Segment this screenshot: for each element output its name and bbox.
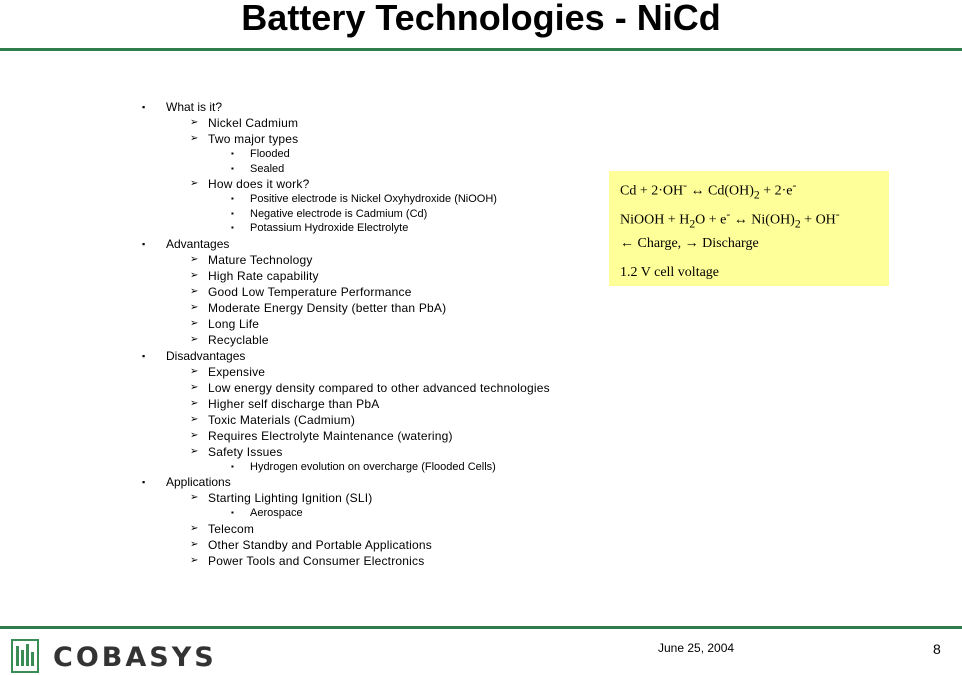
equation-charge-direction: ← Charge, → Discharge: [620, 236, 759, 251]
footer-divider: [0, 626, 962, 629]
outline-item-text: High Rate capability: [208, 268, 319, 283]
small-square-bullet-icon: ▪: [231, 508, 234, 517]
arrowhead-bullet-icon: ➢: [190, 397, 199, 409]
outline-item-level3: [140, 192, 600, 207]
square-bullet-icon: ▪: [142, 238, 146, 249]
arrowhead-bullet-icon: ➢: [190, 117, 199, 128]
small-square-bullet-icon: ▪: [231, 163, 234, 173]
arrowhead-bullet-icon: ➢: [190, 178, 199, 189]
arrowhead-bullet-icon: ➢: [190, 554, 199, 566]
outline-item-text: Mature Technology: [208, 252, 313, 267]
small-square-bullet-icon: ▪: [231, 149, 234, 158]
outline-item-level1: [140, 474, 600, 490]
outline-item-level2: [140, 412, 600, 428]
slide-title: Battery Technologies - NiCd: [241, 0, 721, 38]
outline-item-text: Other Standby and Portable Applications: [208, 537, 432, 552]
arrowhead-bullet-icon: ➢: [190, 133, 199, 144]
arrowhead-bullet-icon: ➢: [190, 301, 199, 313]
small-square-bullet-icon: ▪: [231, 194, 234, 203]
outline-item-level3: [140, 207, 600, 222]
arrowhead-bullet-icon: ➢: [190, 492, 199, 503]
outline-item-level2: [140, 490, 600, 506]
outline-item-text: Starting Lighting Ignition (SLI): [208, 491, 373, 505]
outline-item-text: Hydrogen evolution on overcharge (Flooded Cells): [250, 460, 496, 473]
outline-item-text: Applications: [166, 475, 231, 489]
arrowhead-bullet-icon: ➢: [190, 269, 199, 281]
outline-item-level2: [140, 252, 600, 268]
square-bullet-icon: ▪: [142, 102, 146, 112]
arrowhead-bullet-icon: ➢: [190, 317, 199, 329]
outline-item-level2: [140, 396, 600, 412]
outline-item-text: Two major types: [208, 132, 299, 146]
equation-cell-voltage: 1.2 V cell voltage: [620, 265, 720, 280]
outline-item-text: Power Tools and Consumer Electronics: [208, 553, 425, 568]
square-bullet-icon: ▪: [142, 477, 146, 487]
square-bullet-icon: ▪: [142, 350, 146, 361]
outline-item-level1: [140, 348, 600, 364]
outline-item-text: Safety Issues: [208, 444, 283, 459]
outline-item-text: Telecom: [208, 521, 255, 536]
outline-item-text: Positive electrode is Nickel Oxyhydroxide (NiOOH): [250, 193, 497, 205]
company-logo: [11, 639, 241, 675]
equation-cadmium: Cd + 2·OH- ↔ $Cd(OH)_2 + 2\cdot e^-$: [620, 179, 797, 202]
outline-item-level3: [140, 506, 600, 521]
outline-item-level2: [140, 364, 600, 380]
outline-item-text: Moderate Energy Density (better than PbA): [208, 300, 447, 315]
outline-item-text: Flooded: [250, 148, 290, 160]
outline-item-level2: [140, 521, 600, 537]
outline-item-level2: [140, 131, 600, 147]
outline-item-text: Potassium Hydroxide Electrolyte: [250, 222, 409, 234]
small-square-bullet-icon: ▪: [231, 223, 234, 232]
outline-item-level2: [140, 553, 600, 569]
logo-wordmark: COBASYS: [53, 642, 217, 673]
outline-item-text: Negative electrode is Cadmium (Cd): [250, 207, 428, 220]
outline-item-level2: [140, 332, 600, 348]
outline-item-text: Long Life: [208, 316, 260, 331]
outline-item-level2: [140, 115, 600, 131]
outline-item-level3: [140, 221, 600, 236]
title-divider: [0, 48, 962, 51]
outline-item-level2: [140, 284, 600, 300]
outline-item-text: Sealed: [250, 162, 285, 175]
arrowhead-bullet-icon: ➢: [190, 522, 199, 534]
outline-item-level1: [140, 99, 600, 115]
arrowhead-bullet-icon: ➢: [190, 445, 199, 457]
outline-item-text: What is it?: [166, 100, 223, 114]
outline-item-text: Good Low Temperature Performance: [208, 284, 412, 299]
bullet-outline: [140, 99, 600, 569]
outline-item-level3: [140, 162, 600, 177]
outline-item-text: Low energy density compared to other advanced technologies: [208, 380, 550, 395]
arrowhead-bullet-icon: ➢: [190, 538, 199, 550]
outline-item-text: Recyclable: [208, 332, 269, 347]
arrowhead-bullet-icon: ➢: [190, 429, 199, 441]
arrowhead-bullet-icon: ➢: [190, 285, 199, 297]
outline-item-text: Nickel Cadmium: [208, 116, 299, 130]
small-square-bullet-icon: ▪: [231, 208, 234, 218]
outline-item-text: Advantages: [166, 236, 230, 251]
outline-item-level2: [140, 537, 600, 553]
outline-item-level2: [140, 380, 600, 396]
arrowhead-bullet-icon: ➢: [190, 365, 199, 377]
outline-item-level2: [140, 268, 600, 284]
equation-nickel: NiOOH + $H_2O + e^-$ ↔ $Ni(OH)_2 + OH^-$: [620, 208, 840, 231]
outline-item-level2: [140, 316, 600, 332]
outline-item-level3: [140, 147, 600, 162]
outline-item-level2: [140, 428, 600, 444]
arrowhead-bullet-icon: ➢: [190, 333, 199, 345]
outline-item-level1: [140, 236, 600, 252]
outline-item-text: How does it work?: [208, 177, 310, 191]
equation-box: [609, 171, 889, 286]
outline-item-text: Expensive: [208, 364, 266, 379]
outline-item-level2: [140, 176, 600, 192]
arrowhead-bullet-icon: ➢: [190, 381, 199, 393]
outline-item-level2: [140, 300, 600, 316]
outline-item-text: Toxic Materials (Cadmium): [208, 412, 356, 427]
small-square-bullet-icon: ▪: [231, 461, 234, 471]
outline-item-level2: [140, 444, 600, 460]
outline-item-text: Aerospace: [250, 507, 303, 519]
page-number: 8: [933, 641, 941, 657]
outline-item-text: Higher self discharge than PbA: [208, 396, 380, 411]
outline-item-text: Disadvantages: [166, 348, 246, 363]
arrowhead-bullet-icon: ➢: [190, 413, 199, 425]
arrowhead-bullet-icon: ➢: [190, 253, 199, 265]
outline-item-level3: [140, 460, 600, 475]
outline-item-text: Requires Electrolyte Maintenance (watering): [208, 428, 453, 443]
cobasys-logo-icon: [11, 639, 39, 673]
footer-date: June 25, 2004: [658, 641, 735, 655]
